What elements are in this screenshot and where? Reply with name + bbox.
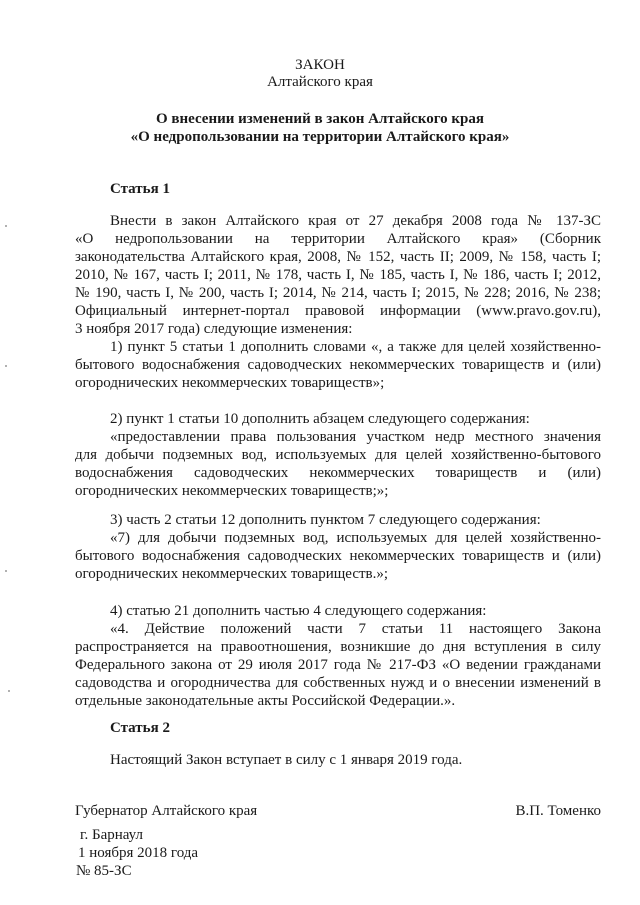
amendment-4-line: отдельные законодательные акты Российской Федерации.». (75, 693, 456, 709)
scan-speck (5, 365, 7, 367)
amendment-3-line: бытового водоснабжения садоводческих некоммерческих товариществ и (или) (75, 548, 601, 564)
law-number: № 85-ЗС (76, 863, 132, 879)
law-title-line-1: О внесении изменений в закон Алтайского края (155, 111, 485, 127)
law-kind: ЗАКОН (295, 57, 345, 73)
article-2-text: Настоящий Закон вступает в силу с 1 января 2019 года. (110, 752, 463, 768)
article-1-intro-line: Официальный интернет-портал правовой информации (www.pravo.gov.ru), (75, 303, 601, 319)
amendment-4-line: «4. Действие положений части 7 статьи 11 настоящего Закона (110, 621, 601, 637)
article-1-intro-line: № 190, часть I, № 200, часть I; 2014, № 214, часть I; 2015, № 228; 2016, № 238; (75, 285, 601, 301)
signing-city: г. Барнаул (80, 827, 143, 843)
amendment-1-line: огороднических некоммерческих товариществ»; (75, 375, 385, 391)
amendment-3-line: огороднических некоммерческих товариществ.»; (75, 566, 389, 582)
article-1-intro-line: законодательства Алтайского края, 2008, № 152, часть II; 2009, № 158, часть I; (75, 249, 601, 265)
signatory-name: В.П. Томенко (515, 803, 601, 819)
article-2-heading: Статья 2 (110, 720, 170, 736)
article-1-heading: Статья 1 (110, 181, 170, 197)
amendment-2-line: огороднических некоммерческих товариществ;»; (75, 483, 389, 499)
scan-speck (5, 570, 7, 572)
amendment-3-line: «7) для добычи подземных вод, используемых для целей хозяйственно- (110, 530, 601, 546)
amendment-2-line: 2) пункт 1 статьи 10 дополнить абзацем следующего содержания: (110, 411, 530, 427)
scan-speck (5, 225, 7, 227)
article-1-intro-line: 2010, № 167, часть I; 2011, № 178, часть I, № 185, часть I, № 186, часть I; 2012, (75, 267, 601, 283)
amendment-1-line: 1) пункт 5 статьи 1 дополнить словами «, а также для целей хозяйственно- (110, 339, 601, 355)
amendment-1-line: бытового водоснабжения садоводческих некоммерческих товариществ и (или) (75, 357, 601, 373)
article-1-intro-line: 3 ноября 2017 года) следующие изменения: (75, 321, 353, 337)
amendment-4-line: 4) статью 21 дополнить частью 4 следующего содержания: (110, 603, 487, 619)
signatory-position: Губернатор Алтайского края (75, 803, 258, 819)
amendment-4-line: распространяется на правоотношения, возникшие до дня вступления в силу (75, 639, 601, 655)
law-region: Алтайского края (267, 74, 373, 90)
article-1-intro-line: Внести в закон Алтайского края от 27 декабря 2008 года № 137-ЗС (110, 213, 601, 229)
law-title-line-2: «О недропользовании на территории Алтайского края» (130, 129, 510, 145)
article-1-intro-line: «О недропользовании на территории Алтайского края» (Сборник (75, 231, 601, 247)
amendment-2-line: для добычи подземных вод, используемых для целей хозяйственно-бытового (75, 447, 601, 463)
amendment-4-line: садоводства и огородничества для собственных нужд и о внесении изменений в (75, 675, 601, 691)
amendment-3-line: 3) часть 2 статьи 12 дополнить пунктом 7 следующего содержания: (110, 512, 541, 528)
amendment-4-line: Федерального закона от 29 июля 2017 года № 217-ФЗ «О ведении гражданами (75, 657, 601, 673)
amendment-2-line: водоснабжения садоводческих некоммерческих товариществ и (или) (75, 465, 601, 481)
signing-date: 1 ноября 2018 года (78, 845, 199, 861)
scan-speck (8, 690, 10, 692)
amendment-2-line: «предоставлении права пользования участком недр местного значения (110, 429, 601, 445)
